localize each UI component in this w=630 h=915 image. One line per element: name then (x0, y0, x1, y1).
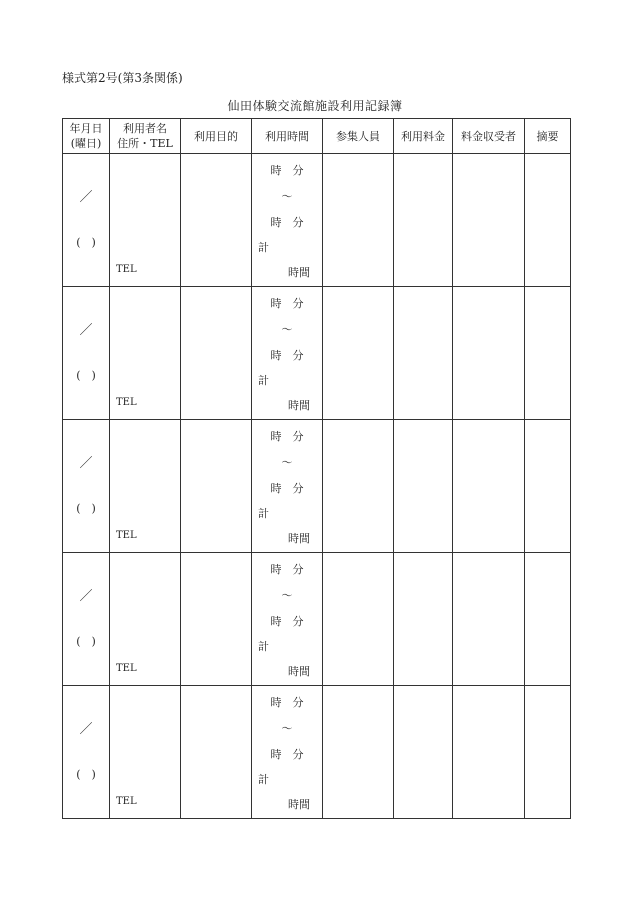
tel-label: TEL (116, 530, 137, 541)
date-cell[interactable] (63, 287, 110, 420)
fee-cell[interactable] (394, 686, 453, 819)
end-time: 時 分 (270, 748, 304, 761)
hours-label: 時間 (288, 399, 310, 412)
date-cell[interactable] (63, 420, 110, 553)
end-time: 時 分 (270, 349, 304, 362)
weekday-parens: ( ) (76, 635, 96, 648)
fee-cell[interactable] (394, 420, 453, 553)
usage-time-cell[interactable] (252, 686, 323, 819)
weekday-parens: ( ) (76, 236, 96, 249)
date-cell[interactable] (63, 686, 110, 819)
attendees-cell[interactable] (323, 420, 394, 553)
start-time: 時 分 (270, 563, 304, 576)
user-cell[interactable] (110, 553, 181, 686)
record-row (63, 686, 571, 819)
tel-label: TEL (116, 663, 137, 674)
time-tilde: ～ (281, 722, 293, 735)
time-tilde: ～ (281, 323, 293, 336)
fee-receiver-cell[interactable] (453, 553, 525, 686)
remarks-cell[interactable] (525, 420, 571, 553)
purpose-cell[interactable] (181, 420, 252, 553)
record-row (63, 287, 571, 420)
hours-label: 時間 (288, 665, 310, 678)
hours-label: 時間 (288, 266, 310, 279)
form-number: 様式第2号(第3条関係) (62, 71, 183, 85)
total-label: 計 (258, 507, 269, 520)
header-usage-time: 利用時間 (252, 119, 323, 154)
total-label: 計 (258, 640, 269, 653)
remarks-cell[interactable] (525, 287, 571, 420)
start-time: 時 分 (270, 696, 304, 709)
attendees-cell[interactable] (323, 553, 394, 686)
remarks-cell[interactable] (525, 686, 571, 819)
tel-label: TEL (116, 796, 137, 807)
weekday-parens: ( ) (76, 768, 96, 781)
fee-receiver-cell[interactable] (453, 154, 525, 287)
date-slash: ／ (79, 722, 93, 737)
fee-cell[interactable] (394, 154, 453, 287)
attendees-cell[interactable] (323, 287, 394, 420)
purpose-cell[interactable] (181, 287, 252, 420)
hours-label: 時間 (288, 798, 310, 811)
start-time: 時 分 (270, 297, 304, 310)
header-purpose: 利用目的 (181, 119, 252, 154)
usage-time-cell[interactable] (252, 287, 323, 420)
record-row (63, 553, 571, 686)
header-user: 利用者名 住所・TEL (110, 119, 181, 154)
total-label: 計 (258, 241, 269, 254)
end-time: 時 分 (270, 482, 304, 495)
fee-receiver-cell[interactable] (453, 686, 525, 819)
end-time: 時 分 (270, 216, 304, 229)
header-row (63, 119, 571, 154)
date-cell[interactable] (63, 553, 110, 686)
remarks-cell[interactable] (525, 154, 571, 287)
date-slash: ／ (79, 456, 93, 471)
purpose-cell[interactable] (181, 553, 252, 686)
attendees-cell[interactable] (323, 154, 394, 287)
date-slash: ／ (79, 323, 93, 338)
tel-label: TEL (116, 264, 137, 275)
header-fee-receiver: 料金収受者 (453, 119, 525, 154)
weekday-parens: ( ) (76, 369, 96, 382)
user-cell[interactable] (110, 154, 181, 287)
header-remarks: 摘要 (525, 119, 571, 154)
purpose-cell[interactable] (181, 686, 252, 819)
user-cell[interactable] (110, 287, 181, 420)
remarks-cell[interactable] (525, 553, 571, 686)
fee-receiver-cell[interactable] (453, 287, 525, 420)
usage-record-table (62, 118, 571, 819)
date-slash: ／ (79, 190, 93, 205)
user-cell[interactable] (110, 420, 181, 553)
usage-time-cell[interactable] (252, 553, 323, 686)
fee-receiver-cell[interactable] (453, 420, 525, 553)
user-cell[interactable] (110, 686, 181, 819)
date-cell[interactable] (63, 154, 110, 287)
weekday-parens: ( ) (76, 502, 96, 515)
record-row (63, 154, 571, 287)
total-label: 計 (258, 374, 269, 387)
end-time: 時 分 (270, 615, 304, 628)
header-attendees: 参集人員 (323, 119, 394, 154)
header-fee: 利用料金 (394, 119, 453, 154)
start-time: 時 分 (270, 164, 304, 177)
start-time: 時 分 (270, 430, 304, 443)
record-row (63, 420, 571, 553)
time-tilde: ～ (281, 456, 293, 469)
usage-time-cell[interactable] (252, 154, 323, 287)
hours-label: 時間 (288, 532, 310, 545)
usage-time-cell[interactable] (252, 420, 323, 553)
document-title: 仙田体験交流館施設利用記録簿 (227, 99, 403, 113)
fee-cell[interactable] (394, 553, 453, 686)
fee-cell[interactable] (394, 287, 453, 420)
total-label: 計 (258, 773, 269, 786)
purpose-cell[interactable] (181, 154, 252, 287)
time-tilde: ～ (281, 190, 293, 203)
tel-label: TEL (116, 397, 137, 408)
header-date: 年月日 (曜日) (63, 119, 110, 154)
date-slash: ／ (79, 589, 93, 604)
time-tilde: ～ (281, 589, 293, 602)
attendees-cell[interactable] (323, 686, 394, 819)
